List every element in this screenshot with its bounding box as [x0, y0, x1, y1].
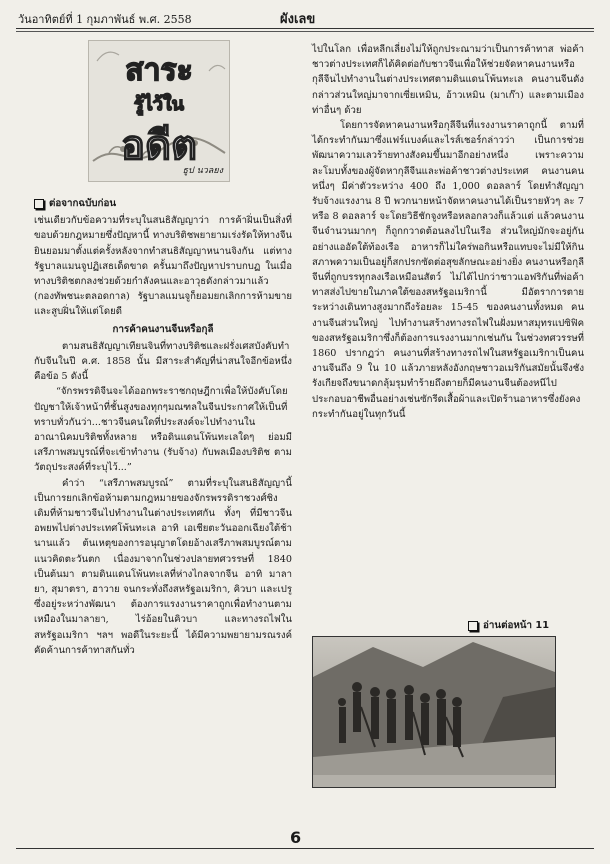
column-title-block — [88, 40, 230, 182]
page-number: 6 — [290, 828, 302, 847]
subheading: การค้าคนงานจีนหรือกุลี — [112, 323, 214, 335]
historical-photo — [312, 636, 556, 788]
publication-name: ผังเลข — [280, 12, 316, 27]
paragraph: เช่นเดียวกับข้อความที่ระบุในสนธิสัญญาว่า การค้าฝิ่นเป็นสิ่งที่ขอบด้วยกฎหมายซึ่งปัญหานี้ ทางบริติชพยายามเร่งรัดให้ทางจีนยินยอมมาตั้งแต่ครั้งหลังจากทำสนธิสัญญาหนานจิงกัน แต่ทางรัฐบาลแมนจูปฏิเสธเด็ดขาด ครั้นมาถึงปัญหาปราบกบฏ ในเมื่อทางบริติชตกลงช่วยด้วยกำลังคนและอาวุธดังกล่าวมาแล้ว (กองทัพชนะตลอดกาล) รัฐบาลแมนจูก็ยอมยกเลิกการห้ามขายและสูบฝิ่นให้แต่โดยดี — [34, 215, 292, 318]
header-rule — [16, 28, 594, 29]
railway-workers-photo-icon — [313, 637, 555, 787]
footer-rule — [16, 848, 594, 849]
checkbox-bullet-icon — [468, 621, 478, 631]
title-word-ruwainai: รู้ไว้ใน — [134, 94, 184, 115]
treaty-quote: “จักรพรรดิจีนจะได้ออกพระราชกฤษฎีกาเพื่อให้บังคับโดยปัญชาให้เจ้าหน้าที่ชั้นสูงของทุกๆมณฑลในจีนประกาศให้เป็นที่ทราบทั่วกันว่า...ชาวจีนคนใดที่ประสงค์จะไปทำงานในอาณานิคมบริติชทั้งหลาย หรือดินแดนโพ้นทะเลใดๆ ย่อมมีเสรีภาพสมบูรณ์ที่จะเข้าทำงาน (รับจ้าง) กับพลเมืองบริติช ตามวัตถุประสงค์ที่ระบุไว้...” — [34, 386, 292, 474]
checkbox-bullet-icon — [34, 199, 44, 209]
page-header — [18, 6, 592, 28]
title-word-adeet: อดีต — [121, 123, 197, 169]
left-column — [34, 193, 292, 658]
paragraph: ไปในโลก เพื่อหลีกเลี่ยงไม่ให้ถูกประณามว่าเป็นการค้าทาส พ่อค้าชาวต่างประเทศก็ได้คิดต่อกับชาวจีนเพื่อให้ช่วยจัดหาคนงานหรือกุลีจีนไปทำงานในต่างประเทศตามดินแดนโพ้นทะเล คนงานจีนดังกล่าวส่วนใหญ่มาจากเซี่ยเหมิน, อ้าวเหมิน (มาเก๊า) และตามเมืองท่าอื่นๆ ด้วย — [312, 44, 584, 116]
right-column — [312, 42, 584, 422]
paragraph: ตามสนธิสัญญาเทียนจินที่ทางบริติชและฝรั่งเศสบังคับทำกับจีนในปี ค.ศ. 1858 นั้น มีสาระสำคัญที่น่าสนใจอีกข้อหนึ่งคือข้อ 5 ดังนี้ — [34, 340, 292, 383]
issue-date: วันอาทิตย์ที่ 1 กุมภาพันธ์ พ.ศ. 2558 — [18, 13, 192, 26]
continued-on-page — [468, 618, 549, 633]
paragraph: โดยการจัดหาคนงานหรือกุลีจีนที่แรงงานราคาถูกนี้ ตามที่ได้กระทำกันมาซึ่งแฟร์แบงค์และไรส์เชอร์กล่าวว่า เป็นการช่วยพัฒนาความเลวร้ายทางสังคมขึ้นมาอีกอย่างหนึ่ง เพราะความละโมบทั้งของผู้จัดหากุลีจีนและพ่อค้าชาวต่างประเทศ คนงานคนหนึ่งๆ มีค่าตัวระหว่าง 400 ถึง 1,000 ดอลลาร์ โดยทำสัญญารับจ้างแรงงาน 8 ปี พวกนายหน้าจัดหาคนงานได้เป็นรายหัวๆ ละ 7 หรือ 8 ดอลลาร์ จะโดยวิธีชักจูงหรือหลอกลวงก็แล้วแต่ แล้วคนงานจีนจำนวนมากๆ ก็ถูกกวาดต้อนลงไปในเรือ ส่วนใหญ่มักจะอยู่กันอย่างแออัดใต้ท้องเรือ อาหารก็ไม่ใคร่พอกินหรือแทบจะไม่มีให้กินสภาพความเป็นอยู่ก็สกปรกซัดต่อสุขลักษณะอย่างยิ่ง คนงานหรือกุลีจีนที่ถูกบรรทุกลงเรือเหมือนสัตว์ ไม่ได้ไปกว่าชาวแอฟริกันที่พ่อค้าทาสส่งไปขายในภาคใต้ของสหรัฐอเมริกานี้ มีอัตราการตายระหว่างเดินทางสูงมากถึงร้อยละ 15-45 ของคนงานทั้งหมด คนงานจีนส่วนใหญ่ ไปทำงานสร้างทางรถไฟในฝั่งมหาสมุทรแปซิฟิคของสหรัฐอเมริกาซึ่งก็ต้องการแรงงานมากเช่นกัน ในช่วงทศวรรษที่ 1860 ปรากฏว่า คนงานที่สร้างทางรถไฟในสหรัฐอเมริกาเป็นคนงานจีนถึง 9 ใน 10 แล้วภายหลังอังกฤษชาวอเมริกันสมัยนั้นจึงชังรังเกียจถึงขนาดกลุ้มรุมทำร้ายถึงตายก็มีคนงานจีนต้องหนีไปประกอบอาชีพอื่นอย่างเช่นซักรีดเสื้อผ้าและเปิดร้านอาหารซึ่งยังคงกระทำกันอยู่ในทุกวันนี้ — [312, 120, 584, 420]
title-word-sara: สาระ — [125, 53, 193, 88]
header-rule-secondary — [16, 31, 594, 32]
author-byline: ธูป นวลยง — [182, 166, 223, 176]
section-heading-text: ต่อจากฉบับก่อน — [49, 198, 117, 209]
paragraph: คำว่า “เสรีภาพสมบูรณ์” ตามที่ระบุในสนธิสัญญานี้ เป็นการยกเลิกข้อห้ามตามกฎหมายของจักรพรรดิราชวงศ์ชิงเดิมที่ห้ามชาวจีนไปทำงานในต่างประเทศกัน ทั้งๆ ที่มีชาวจีนอพยพไปต่างประเทศโพ้นทะเล อาทิ เอเชียตะวันออกเฉียงใต้ช้านานแล้ว ต้นเหตุของการอนุญาตโดยอ้างเสรีภาพสมบูรณ์ตามแนวคิดตะวันตก เนื่องมาจากในช่วงปลายทศวรรษที่ 1840 เป็นต้นมา ตามดินแดนโพ้นทะเลที่ห่างไกลจากจีน อาทิ มาลายา, สุมาตรา, ฮาวาย จนกระทั่งถึงสหรัฐอเมริกา, คิวบา และเปรูซึ่งอยู่ระหว่างพัฒนา ต้องการแรงงานราคาถูกเพื่อทำงานตามเหมืองในมาลายา, ไร่อ้อยในคิวบา และทางรถไฟในสหรัฐอเมริกา ฯลฯ พอดีในระยะนี้ ได้มีความพยายามรณรงค์คัดค้านการค้าทาสกันทั่ว — [34, 477, 292, 656]
continued-label: อ่านต่อหน้า 11 — [483, 620, 550, 631]
section-heading — [34, 196, 292, 211]
